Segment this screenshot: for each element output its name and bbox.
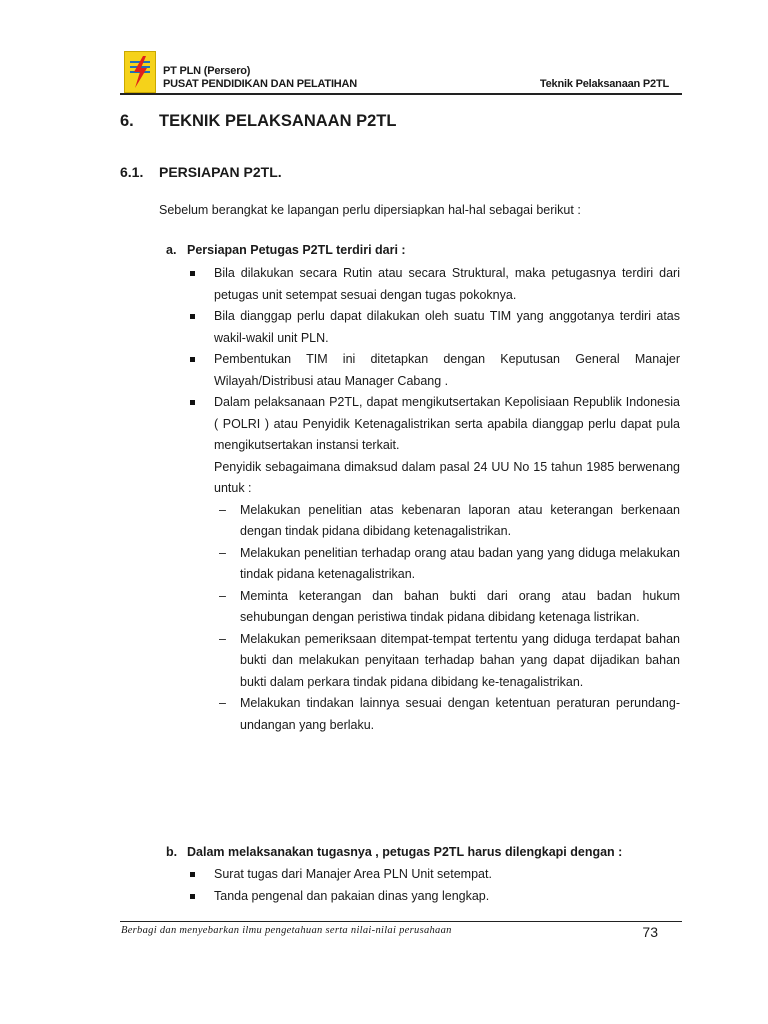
- list-item: [214, 586, 680, 629]
- list-item: [187, 263, 680, 306]
- section-number: 6.1.: [120, 164, 144, 180]
- list-item-text: Pembentukan TIM ini ditetapkan dengan Keputusan General Manajer Wilayah/Distribusi atau Manager Cabang .: [214, 352, 680, 388]
- bullet-square-icon: [190, 357, 195, 362]
- dash-marker: –: [219, 631, 226, 646]
- section-heading: [120, 164, 282, 180]
- list-item-text: Melakukan tindakan lainnya sesuai dengan ketentuan peraturan perundang-undangan yang berlaku.: [240, 696, 680, 732]
- part-a-list: [187, 263, 680, 736]
- intro-paragraph: Sebelum berangkat ke lapangan perlu dipersiapkan hal-hal sebagai berikut :: [159, 203, 581, 217]
- list-item: [214, 543, 680, 586]
- list-item-text: Bila dianggap perlu dapat dilakukan oleh suatu TIM yang anggotanya terdiri atas wakil-wakil unit PLN.: [214, 309, 680, 345]
- org-name-line2: PUSAT PENDIDIKAN DAN PELATIHAN: [163, 78, 358, 90]
- authority-list-container: [187, 500, 680, 737]
- list-item: [187, 886, 680, 908]
- part-b-heading: [166, 845, 622, 859]
- list-item-text: Bila dilakukan secara Rutin atau secara Struktural, maka petugasnya terdiri dari petugas unit setempat sesuai dengan tugas pokoknya.: [214, 266, 680, 302]
- part-a-heading: [166, 243, 406, 257]
- bullet-square-icon: [190, 894, 195, 899]
- chapter-heading: [120, 112, 396, 131]
- pln-lightning-logo-icon: [124, 51, 156, 93]
- organization-name: [163, 65, 357, 91]
- bullet-square-icon: [190, 872, 195, 877]
- list-item: [214, 500, 680, 543]
- investigator-paragraph: [187, 457, 680, 500]
- list-item: [187, 306, 680, 349]
- dash-marker: –: [219, 545, 226, 560]
- chapter-number: 6.: [120, 112, 134, 130]
- list-item-text: Tanda pengenal dan pakaian dinas yang lengkap.: [214, 888, 490, 903]
- list-item: [187, 392, 680, 457]
- list-item: [187, 349, 680, 392]
- org-name-line1: PT PLN (Persero): [163, 65, 251, 77]
- footer-tagline: Berbagi dan menyebarkan ilmu pengetahuan serta nilai-nilai perusahaan: [121, 925, 452, 936]
- list-item-text: Melakukan pemeriksaan ditempat-tempat tertentu yang diduga terdapat bahan bukti dan melakukan penyitaan terhadap bahan yang dapat dijadikan bahan bukti dalam perkara tindak pidana dibidang ke-tenagalistrikan.: [240, 631, 680, 689]
- page-header: [120, 50, 682, 98]
- footer-divider: [120, 921, 682, 922]
- bullet-square-icon: [190, 271, 195, 276]
- header-divider: [120, 93, 682, 95]
- section-title: PERSIAPAN P2TL.: [159, 164, 282, 180]
- list-item: [187, 864, 680, 886]
- dash-marker: –: [219, 588, 226, 603]
- bullet-square-icon: [190, 400, 195, 405]
- chapter-title: TEKNIK PELAKSANAAN P2TL: [159, 112, 397, 130]
- paragraph-text: Penyidik sebagaimana dimaksud dalam pasal 24 UU No 15 tahun 1985 berwenang untuk :: [214, 459, 680, 495]
- list-item: [214, 629, 680, 694]
- list-item-text: Meminta keterangan dan bahan bukti dari orang atau badan hukum sehubungan dengan peristiwa tindak pidana dibidang ketenaga listrikan.: [240, 588, 680, 624]
- dash-marker: –: [219, 696, 226, 710]
- page-number: 73: [642, 924, 658, 940]
- part-b-letter: b.: [166, 845, 178, 859]
- list-item: [214, 693, 680, 736]
- list-item-text: Dalam pelaksanaan P2TL, dapat mengikutsertakan Kepolisiaan Republik Indonesia ( POLRI ) atau Penyidik Ketenagalistrikan serta apabila dianggap perlu dapat pula mengikutsertakan instansi terkait.: [214, 395, 680, 452]
- authority-list: [214, 500, 680, 737]
- bullet-square-icon: [190, 314, 195, 319]
- dash-marker: –: [219, 502, 226, 517]
- list-item-text: Surat tugas dari Manajer Area PLN Unit setempat.: [214, 867, 492, 881]
- list-item-text: Melakukan penelitian atas kebenaran laporan atau keterangan berkenaan dengan tindak pidana dibidang ketenagalistrikan.: [240, 502, 680, 538]
- document-title: Teknik Pelaksanaan P2TL: [539, 78, 669, 90]
- part-a-letter: a.: [166, 243, 177, 257]
- part-b-title: Dalam melaksanakan tugasnya , petugas P2TL harus dilengkapi dengan :: [187, 845, 623, 859]
- list-item-text: Melakukan penelitian terhadap orang atau badan yang yang diduga melakukan tindak pidana ketenagalistrikan.: [240, 545, 680, 581]
- part-b-list: [187, 864, 680, 907]
- part-a-title: Persiapan Petugas P2TL terdiri dari :: [187, 243, 406, 257]
